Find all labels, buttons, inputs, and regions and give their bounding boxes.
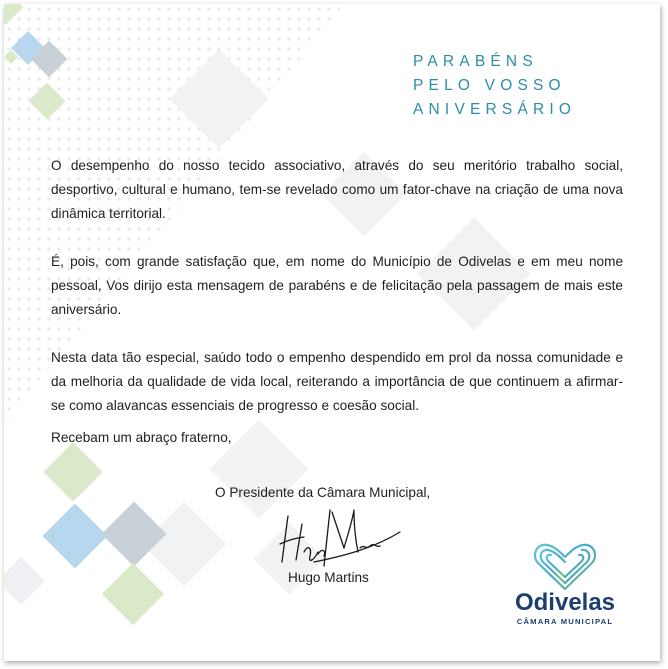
title-line: PARABÉNS — [413, 53, 538, 70]
letter-body — [51, 154, 623, 450]
diamond-blue — [42, 503, 107, 568]
handwritten-signature — [274, 504, 404, 574]
title-line: ANIVERSÁRIO — [413, 101, 577, 118]
closing-line: Recebam um abraço fraterno, — [51, 430, 232, 445]
diamond-faint — [4, 557, 45, 605]
greeting-title — [413, 50, 576, 122]
paragraph: Nesta data tão especial, saúdo todo o empenho despendido em prol da nossa comunidade e da melhoria da qualidade de vida local, reiterando a importância de que continuem a afirmar-se como alavancas essenciais de progresso e coesão social. — [51, 350, 623, 413]
logo-subtitle: CÂMARA MUNICIPAL — [516, 617, 614, 626]
title-line: PELO VOSSO — [413, 77, 566, 94]
heart-lines-logo-icon — [532, 539, 598, 591]
signatory-name: Hugo Martins — [288, 570, 369, 585]
paragraph: É, pois, com grande satisfação que, em nome do Município de Odivelas e em meu nome pessoal, Vos dirijo esta mensagem de parabéns e de felicitação pela passagem de mais este aniversário. — [51, 254, 623, 317]
logo-name: Odivelas — [514, 589, 616, 616]
diamond-green — [43, 442, 102, 501]
signatory-title: O Presidente da Câmara Municipal, — [215, 485, 431, 500]
diamond-green — [102, 563, 164, 625]
letter-card — [4, 4, 660, 661]
paragraph: O desempenho do nosso tecido associativo, através do seu meritório trabalho social, desportivo, cultural e humano, tem-se revelado como um fator-chave na criação de uma nova dinâmica territorial. — [51, 158, 623, 221]
